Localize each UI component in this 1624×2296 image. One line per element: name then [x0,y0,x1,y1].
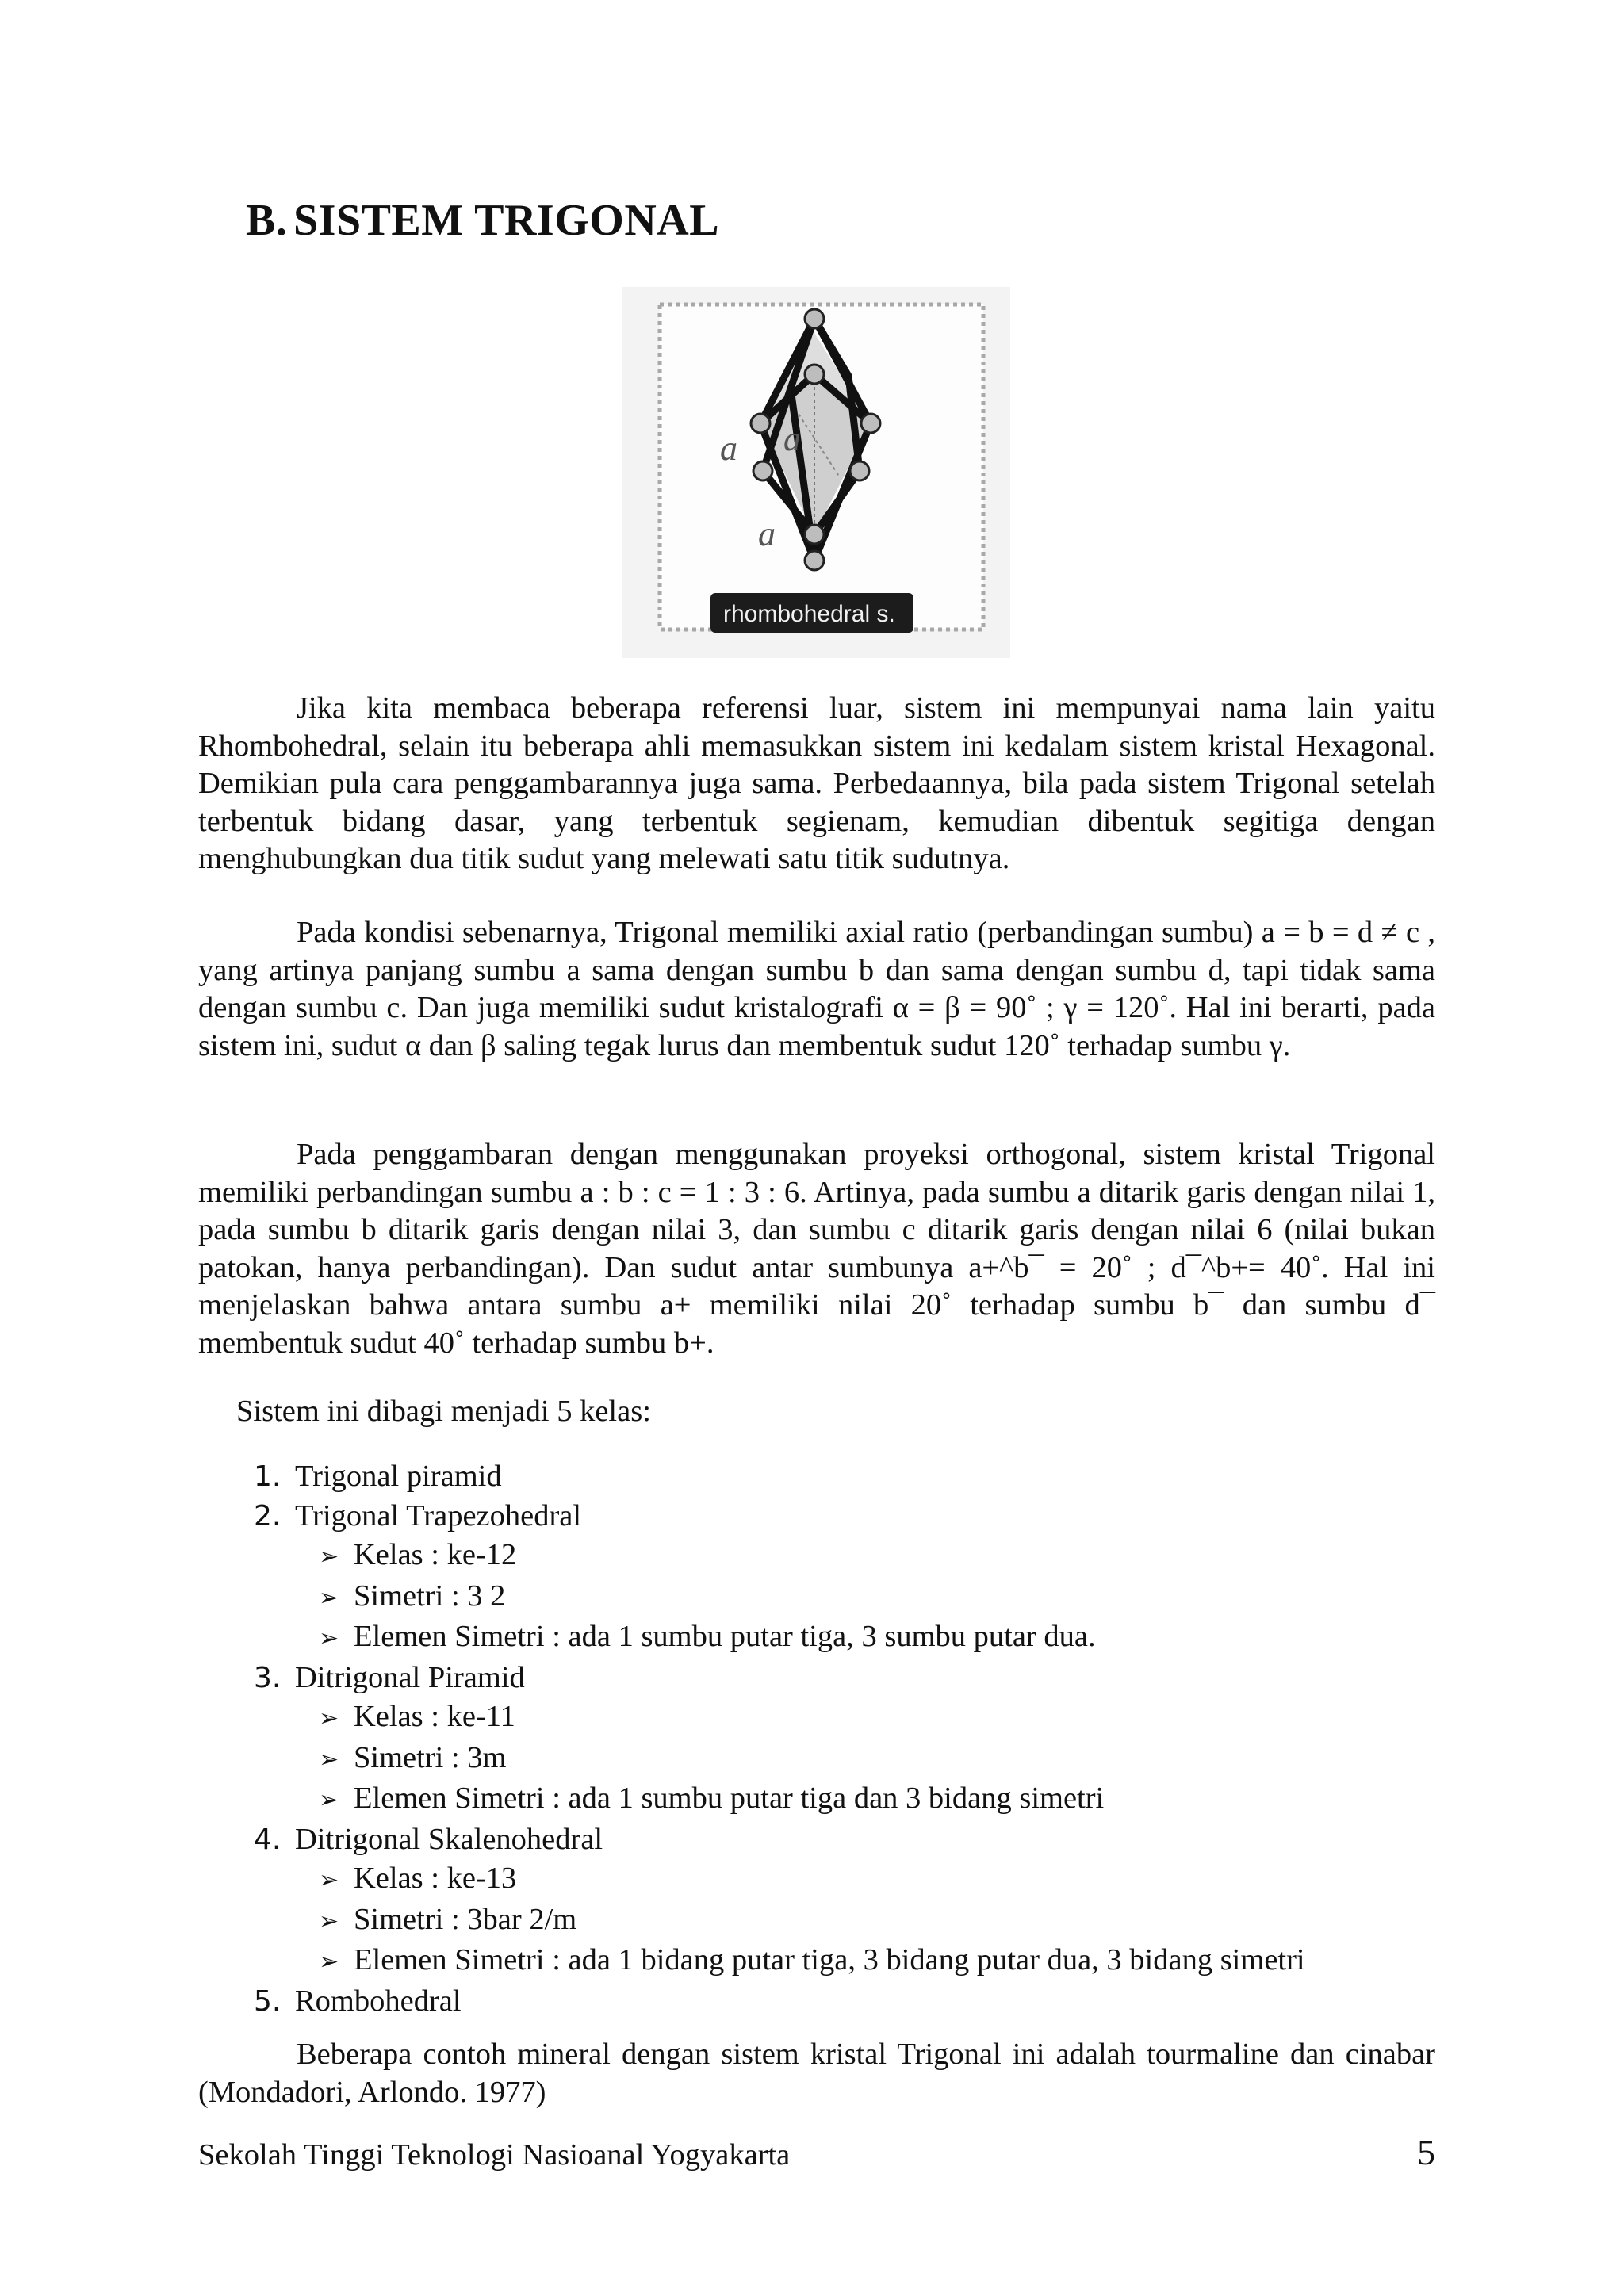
item-name: Ditrigonal Skalenohedral [295,1822,603,1856]
sub-item-text: Elemen Simetri : ada 1 bidang putar tiga, 3 bidang putar dua, 3 bidang simetri [354,1943,1305,1976]
arrow-bullet-icon: ➢ [319,1624,339,1652]
sub-item [254,1859,1443,1900]
sub-item-text: Simetri : 3m [354,1740,507,1774]
edge-label: a [720,429,737,468]
rhombohedral-lattice-figure [622,287,1010,658]
edge-label: a [758,515,776,553]
section-title: SISTEM TRIGONAL [293,196,720,245]
sub-item [254,1617,1443,1659]
item-number: 2. [254,1499,282,1533]
edge-label: a [783,419,801,458]
arrow-bullet-icon: ➢ [319,1543,339,1571]
sub-item [254,1900,1443,1942]
figure-caption: rhombohedral s. [723,601,895,627]
item-name: Trigonal Trapezohedral [295,1498,582,1533]
sub-item-text: Elemen Simetri : ada 1 sumbu putar tiga, 3 sumbu putar dua. [354,1620,1096,1653]
list-item [254,1982,1443,2022]
sub-item-text: Simetri : 3 2 [354,1578,506,1613]
section-number: B. [246,196,288,245]
closing-paragraph: Beberapa contoh mineral dengan sistem kristal Trigonal ini adalah tourmaline dan cinabar (Mondadori, Arlondo. 1977) [198,2038,1435,2109]
paragraph-2: Pada kondisi sebenarnya, Trigonal memiliki axial ratio (perbandingan sumbu) a = b = d ≠ c , yang artinya panjang sumbu a sama dengan sumbu b dan sama dengan sumbu d, tapi tidak sama dengan sumbu c. Dan juga memiliki sudut kristalografi α = β = 90˚ ; γ = 120˚. Hal ini berarti, pada sistem ini, sudut α dan β saling tegak lurus dan membentuk sudut 120˚ terhadap sumbu γ. [198,916,1435,1062]
list-item [254,1497,1443,1536]
arrow-bullet-icon: ➢ [319,1583,339,1612]
item-number: 1. [254,1460,282,1493]
section-heading [246,195,719,246]
arrow-bullet-icon: ➢ [319,1745,339,1774]
sub-item [254,1577,1443,1618]
class-list [254,1457,1443,2021]
list-item [254,1659,1443,1698]
page-number: 5 [1417,2132,1435,2172]
list-item [254,1457,1443,1497]
arrow-bullet-icon: ➢ [319,1705,339,1732]
item-number: 3. [254,1661,282,1694]
sub-item-text: Kelas : ke-11 [354,1700,515,1733]
item-name: Rombohedral [295,1984,462,2018]
list-item [254,1820,1443,1860]
footer-institution: Sekolah Tinggi Teknologi Nasioanal Yogyakarta [198,2138,791,2172]
arrow-bullet-icon: ➢ [319,1907,339,1935]
item-name: Ditrigonal Piramid [295,1660,525,1694]
sub-item-text: Kelas : ke-12 [354,1538,517,1571]
item-number: 4. [254,1823,282,1856]
classes-intro: Sistem ini dibagi menjadi 5 kelas: [236,1395,651,1428]
sub-item [254,1779,1443,1820]
sub-item [254,1739,1443,1780]
arrow-bullet-icon: ➢ [319,1866,339,1894]
paragraph-1: Jika kita membaca beberapa referensi luar, sistem ini mempunyai nama lain yaitu Rhombohedral, selain itu beberapa ahli memasukkan sistem ini kedalam sistem kristal Hexagonal. Demikian pula cara penggambarannya juga sama. Perbedaannya, bila pada sistem Trigonal setelah terbentuk bidang dasar, yang terbentuk segienam, kemudian dibentuk segitiga dengan menghubungkan dua titik sudut yang melewati satu titik sudutnya. [198,691,1435,875]
sub-item-text: Simetri : 3bar 2/m [354,1902,577,1936]
item-number: 5. [254,1984,282,2018]
arrow-bullet-icon: ➢ [319,1786,339,1814]
arrow-bullet-icon: ➢ [319,1948,339,1976]
sub-item [254,1941,1443,1982]
sub-item [254,1536,1443,1577]
sub-item [254,1697,1443,1739]
item-name: Trigonal piramid [295,1460,502,1493]
sub-item-text: Kelas : ke-13 [354,1862,517,1895]
sub-item-text: Elemen Simetri : ada 1 sumbu putar tiga dan 3 bidang simetri [354,1781,1105,1815]
paragraph-3: Pada penggambaran dengan menggunakan proyeksi orthogonal, sistem kristal Trigonal memiliki perbandingan sumbu a : b : c = 1 : 3 : 6. Artinya, pada sumbu a ditarik garis dengan nilai 1, pada sumbu b ditarik garis dengan nilai 3, dan sumbu c ditarik garis dengan nilai 6 (nilai bukan patokan, hanya perbandingan). Dan sudut antar sumbunya a+^b¯ = 20˚ ; d¯^b+= 40˚. Hal ini menjelaskan bahwa antara sumbu a+ memiliki nilai 20˚ terhadap sumbu b¯ dan sumbu d¯ membentuk sudut 40˚ terhadap sumbu b+. [198,1138,1435,1360]
